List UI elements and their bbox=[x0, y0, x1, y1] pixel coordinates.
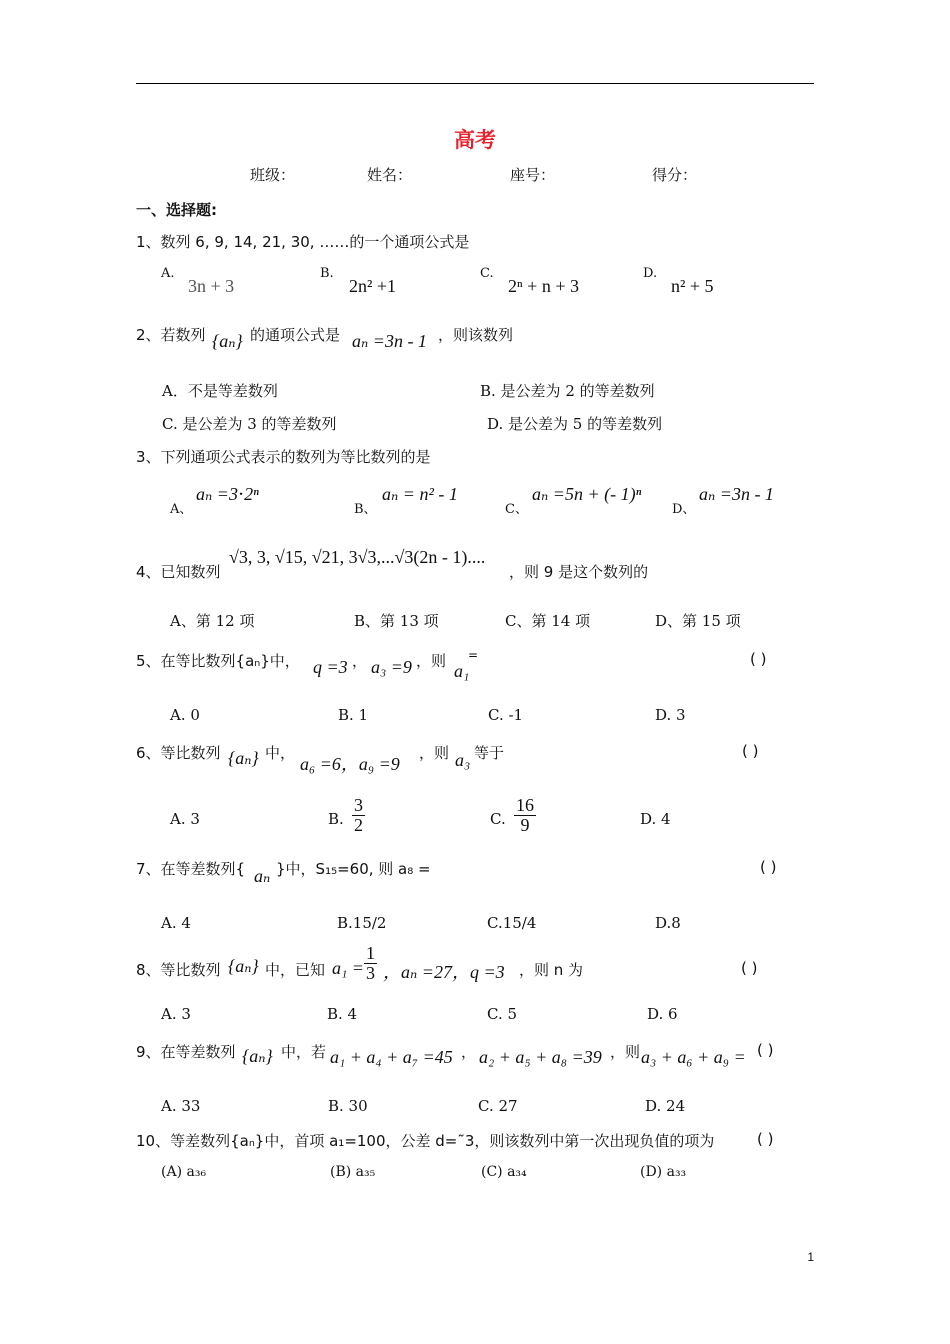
q9-option-d: D. 24 bbox=[645, 1097, 686, 1115]
q1-option-d: n² + 5 bbox=[671, 276, 714, 296]
name-field-label: 姓名： bbox=[367, 166, 413, 184]
q6-b-numerator: 3 bbox=[354, 795, 363, 815]
q1-option-b: 2n² +1 bbox=[349, 276, 397, 296]
q6-option-c-fraction bbox=[514, 796, 536, 835]
page-number: 1 bbox=[807, 1250, 814, 1264]
q4-sequence: √3, 3, √15, √21, 3√3,...√3(2n - 1).... bbox=[229, 547, 486, 567]
q7-option-c: C.15/4 bbox=[487, 914, 537, 932]
q5-option-d: D. 3 bbox=[655, 706, 686, 724]
q6-sequence: {aₙ} bbox=[228, 748, 259, 768]
q9-stem-then: ，则 bbox=[610, 1043, 641, 1061]
q8-option-a: A. 3 bbox=[161, 1005, 191, 1023]
q10-answer-blank: ( ) bbox=[757, 1130, 774, 1148]
q5-option-c: C. -1 bbox=[488, 706, 524, 724]
q5-condition-a3: a₃ =9 bbox=[371, 657, 412, 677]
q1-label-c: C. bbox=[480, 266, 494, 281]
q6-label-c: C. bbox=[490, 810, 506, 828]
q6-c-numerator: 16 bbox=[516, 795, 534, 815]
q6-stem-pre: 6、等比数列 bbox=[136, 744, 221, 762]
q7-option-a: A. 4 bbox=[161, 914, 191, 932]
q6-b-denominator: 2 bbox=[354, 814, 363, 835]
q8-numerator: 1 bbox=[366, 943, 375, 963]
q6-label-b: B. bbox=[328, 810, 344, 828]
q6-stem-post: 等于 bbox=[474, 744, 505, 762]
q10-option-d: (D) a₃₃ bbox=[640, 1164, 687, 1180]
q3-label-a: A、 bbox=[170, 502, 193, 517]
q9-formula-2: a₂ + a₅ + a₈ =39 bbox=[479, 1047, 602, 1067]
q10-option-c: (C) a₃₄ bbox=[481, 1164, 527, 1180]
q9-sequence: {aₙ} bbox=[242, 1046, 273, 1066]
q5-condition-q: q =3 bbox=[313, 657, 348, 677]
q2-formula: aₙ =3n - 1 bbox=[352, 331, 427, 351]
q9-option-a: A. 33 bbox=[161, 1097, 201, 1115]
q1-label-d: D. bbox=[643, 266, 658, 281]
q4-option-b: B、第 13 项 bbox=[354, 612, 439, 630]
q8-stem-mid: 中，已知 bbox=[265, 961, 326, 979]
q1-label-b: B. bbox=[320, 266, 334, 281]
class-field-label: 班级： bbox=[250, 166, 296, 184]
q5-stem-mid: ，则 bbox=[416, 652, 447, 670]
q5-option-b: B. 1 bbox=[338, 706, 369, 724]
q2-stem-post: ，则该数列 bbox=[438, 326, 514, 344]
q3-label-d: D、 bbox=[672, 502, 696, 517]
q8-option-c: C. 5 bbox=[487, 1005, 518, 1023]
header-rule bbox=[136, 83, 814, 84]
q5-separator: ， bbox=[352, 652, 368, 670]
q5-stem-pre: 5、在等比数列{aₙ}中， bbox=[136, 652, 300, 670]
q3-label-c: C、 bbox=[505, 502, 528, 517]
q6-option-d: D. 4 bbox=[640, 810, 671, 828]
q2-stem-mid: 的通项公式是 bbox=[250, 326, 341, 344]
seat-field-label: 座号： bbox=[510, 166, 556, 184]
doc-title: 高考 bbox=[454, 128, 496, 152]
score-field-label: 得分： bbox=[652, 166, 698, 184]
q9-formula-1: a₁ + a₄ + a₇ =45 bbox=[330, 1047, 453, 1067]
q9-formula-3: a₃ + a₆ + a₉ = bbox=[641, 1047, 746, 1067]
q2-option-b: B. 是公差为 2 的等差数列 bbox=[480, 382, 655, 400]
q6-option-a: A. 3 bbox=[170, 810, 200, 828]
q9-option-b: B. 30 bbox=[328, 1097, 368, 1115]
q5-target: a₁ bbox=[454, 661, 470, 681]
q8-sequence: {aₙ} bbox=[228, 956, 259, 976]
q6-c-denominator: 9 bbox=[520, 814, 530, 835]
q4-stem-post: ，则 9 是这个数列的 bbox=[509, 563, 649, 581]
q6-target: a₃ bbox=[455, 750, 471, 770]
q3-option-a: aₙ =3⋅2ⁿ bbox=[196, 484, 259, 504]
q3-stem: 3、下列通项公式表示的数列为等比数列的是 bbox=[136, 448, 431, 466]
q4-option-d: D、第 15 项 bbox=[655, 612, 741, 630]
q7-option-b: B.15/2 bbox=[337, 914, 387, 932]
q6-stem-mid: 中， bbox=[265, 744, 296, 762]
q4-option-c: C、第 14 项 bbox=[505, 612, 591, 630]
q7-answer-blank: ( ) bbox=[760, 858, 777, 876]
q10-option-b: (B) a₃₅ bbox=[330, 1164, 376, 1180]
q5-option-a: A. 0 bbox=[170, 706, 200, 724]
q8-a1: a₁ = bbox=[332, 958, 364, 978]
q9-separator: ， bbox=[461, 1043, 477, 1061]
q7-stem-post: }中，S₁₅=60, 则 a₈ = bbox=[276, 860, 431, 878]
q1-option-a: 3n + 3 bbox=[188, 276, 235, 296]
section-heading: 一、选择题: bbox=[136, 201, 217, 219]
q8-option-b: B. 4 bbox=[327, 1005, 358, 1023]
q3-option-b: aₙ = n² - 1 bbox=[382, 484, 458, 504]
q9-stem-mid: 中，若 bbox=[281, 1043, 327, 1061]
q8-stem-pre: 8、等比数列 bbox=[136, 961, 221, 979]
q2-sequence: {aₙ} bbox=[212, 331, 243, 351]
q10-option-a: (A) a₃₆ bbox=[161, 1164, 207, 1180]
q9-option-c: C. 27 bbox=[478, 1097, 518, 1115]
q5-answer-blank: ( ) bbox=[750, 650, 767, 668]
q4-stem-pre: 4、已知数列 bbox=[136, 563, 221, 581]
q6-stem-then: ，则 bbox=[419, 744, 450, 762]
q1-label-a: A. bbox=[161, 266, 175, 281]
q9-stem-pre: 9、在等差数列 bbox=[136, 1043, 236, 1061]
q9-answer-blank: ( ) bbox=[757, 1041, 774, 1059]
q6-condition: a₆ =6，a₉ =9 bbox=[300, 754, 400, 774]
q7-option-d: D.8 bbox=[655, 914, 681, 932]
q8-denominator: 3 bbox=[366, 962, 375, 983]
q2-stem-pre: 2、若数列 bbox=[136, 326, 206, 344]
q7-stem-pre: 7、在等差数列{ bbox=[136, 860, 246, 878]
q6-option-b-fraction bbox=[352, 796, 365, 835]
q1-option-c: 2ⁿ + n + 3 bbox=[508, 276, 579, 296]
q8-stem-post: ，则 n 为 bbox=[519, 961, 584, 979]
q3-option-c: aₙ =5n + (- 1)ⁿ bbox=[532, 484, 642, 504]
q1-stem: 1、数列 6, 9, 14, 21, 30, ……的一个通项公式是 bbox=[136, 233, 470, 251]
q2-option-d: D. 是公差为 5 的等差数列 bbox=[487, 415, 663, 433]
q2-option-a: A．不是等差数列 bbox=[162, 382, 278, 400]
q8-option-d: D. 6 bbox=[647, 1005, 678, 1023]
q2-option-c: C. 是公差为 3 的等差数列 bbox=[162, 415, 337, 433]
q6-answer-blank: ( ) bbox=[742, 742, 759, 760]
q8-answer-blank: ( ) bbox=[741, 959, 758, 977]
q8-fraction bbox=[364, 944, 377, 983]
q4-option-a: A、第 12 项 bbox=[170, 612, 255, 630]
q8-conditions: ，aₙ =27，q =3 bbox=[383, 962, 505, 982]
q5-equals: = bbox=[468, 648, 479, 662]
q7-sequence: aₙ bbox=[254, 866, 271, 886]
q3-label-b: B、 bbox=[354, 502, 377, 517]
q3-option-d: aₙ =3n - 1 bbox=[699, 484, 774, 504]
q10-stem: 10、等差数列{aₙ}中，首项 a₁=100，公差 d=˜3，则该数列中第一次出现负值的项为 bbox=[136, 1132, 715, 1150]
